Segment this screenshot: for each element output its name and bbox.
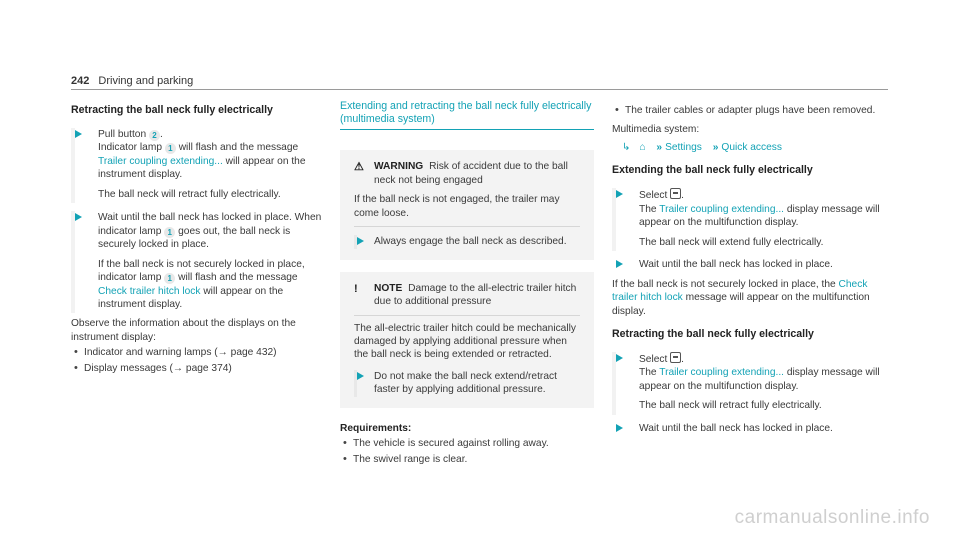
warning-text: Risk of accident due to the ball neck not being engaged [374, 161, 568, 186]
step-arrow-icon [616, 260, 623, 268]
note-step: Do not make the ball neck extend/retract faster by applying additional pressure. [374, 370, 557, 396]
list-item: • The trailer cables or adapter plugs have been removed. [612, 104, 882, 117]
divider [354, 226, 580, 227]
column-right [612, 104, 882, 441]
step-wait-extend [612, 258, 882, 271]
trailer-hitch-icon [670, 352, 681, 363]
step-result: The ball neck will retract fully electrically. [639, 400, 822, 412]
warning-label: WARNING [374, 161, 424, 173]
chevron-right-icon: » [656, 141, 663, 153]
menu-path [612, 141, 882, 154]
retract-heading: Retracting the ball neck fully electrically [71, 104, 273, 116]
note-text: Damage to the all-electric trailer hitch due to additional pressure [374, 282, 577, 308]
warning-box [340, 150, 594, 259]
home-icon: ⌂ [639, 141, 646, 153]
step-bar [71, 128, 75, 203]
column-middle [340, 100, 594, 466]
step-bar [71, 211, 75, 313]
step-text: Wait until the ball neck has locked in place. [639, 259, 833, 271]
step-result: The ball neck will extend fully electrically. [639, 236, 824, 248]
warning-triangle-icon: ⚠ [354, 161, 364, 174]
note-box [340, 272, 594, 408]
warning-step: Always engage the ball neck as described. [374, 236, 567, 248]
callout-1-icon: 1 [164, 273, 175, 284]
step-text: display message will appear on the multifunction display. [639, 203, 880, 229]
step-select-extend: Select . The Trailer coupling extending... display message will appear on the multifunction display. The ball neck will extend fully electrically. [612, 188, 882, 249]
watermark: carmanualsonline.info [734, 507, 930, 528]
display-message: Trailer coupling extending... [659, 203, 784, 215]
step-arrow-icon [616, 190, 623, 198]
warning-body: If the ball neck is not engaged, the trailer may come loose. [354, 194, 560, 219]
display-message: Trailer coupling extending... [98, 155, 223, 167]
callout-2-icon: 2 [149, 130, 160, 141]
step-select-retract: Select . The Trailer coupling extending... display message will appear on the multifunction display. The ball neck will retract fully electrically. [612, 352, 882, 413]
reference-list [71, 346, 323, 375]
requirements-list [340, 437, 594, 466]
step-text: will appear on the instrument display. [98, 155, 306, 181]
info-text: message will appear on the multifunction display. [612, 292, 870, 317]
step-arrow-icon [357, 237, 364, 245]
step-result: The ball neck will retract fully electrically. [98, 188, 281, 200]
requirements-list-cont [612, 104, 882, 117]
step-text: will flash and the message [178, 142, 299, 154]
enter-arrow-icon: ↳ [622, 141, 631, 153]
chevron-right-icon: » [712, 141, 719, 153]
path-settings: Settings [665, 141, 702, 153]
retract-heading: Retracting the ball neck fully electrically [612, 327, 814, 340]
callout-1-icon: 1 [164, 227, 175, 238]
step-wait-retract [612, 422, 882, 435]
step-text: The [639, 203, 657, 215]
step-text: The [639, 367, 657, 379]
display-message: Trailer coupling extending... [659, 367, 784, 379]
callout-1-icon: 1 [165, 143, 176, 154]
display-message: Check trailer hitch lock [98, 285, 201, 297]
column-left [71, 104, 323, 375]
observe-text: Observe the information about the displays on the instrument display: [71, 318, 296, 343]
trailer-hitch-icon [670, 188, 681, 199]
extend-heading: Extending the ball neck fully electrically [612, 164, 813, 177]
step-text: Wait until the ball neck has locked in place. When indicator lamp [98, 212, 322, 237]
section-title: Driving and parking [98, 75, 194, 87]
requirements-label: Requirements: [340, 422, 412, 434]
step-arrow-icon [616, 424, 623, 432]
page-number: 242 [71, 75, 90, 87]
list-item: • The vehicle is secured against rolling away. [340, 437, 594, 450]
exclamation-icon: ! [354, 282, 358, 295]
step-text: will flash and the message [178, 272, 298, 284]
header-divider [71, 89, 888, 90]
list-item: • Indicator and warning lamps (→ page 432) [71, 346, 323, 359]
step-text: If the ball neck is not securely locked in place, indicator lamp [98, 258, 305, 284]
list-item: • Display messages (→ page 374) [71, 362, 323, 375]
step-text: goes out, the ball neck is securely locked in place. [98, 225, 291, 251]
step-arrow-icon [75, 130, 82, 138]
step-text: Indicator lamp [98, 142, 162, 154]
divider [354, 315, 580, 316]
display-message: Check trailer hitch lock [612, 278, 868, 304]
section-heading: Extending and retracting the ball neck fully electrically (multimedia system) [340, 100, 594, 130]
step-text: . [160, 128, 163, 140]
step-text: Select [639, 353, 668, 365]
step-arrow-icon [75, 213, 82, 221]
path-quick-access: Quick access [721, 141, 782, 153]
info-text: If the ball neck is not securely locked in place, the [612, 278, 836, 290]
step-text: display message will appear on the multifunction display. [639, 367, 880, 392]
step-wait-locked [71, 211, 323, 311]
step-arrow-icon [616, 354, 623, 362]
step-text: Pull button [98, 128, 147, 140]
note-label: NOTE [374, 282, 403, 294]
step-pull-button [71, 128, 323, 201]
step-arrow-icon [357, 372, 364, 380]
multimedia-label: Multimedia system: [612, 124, 700, 136]
step-text: Wait until the ball neck has locked in place. [639, 422, 833, 434]
list-item: • The swivel range is clear. [340, 453, 594, 466]
step-text: Select [639, 190, 668, 202]
page-header [71, 74, 193, 89]
note-body: The all-electric trailer hitch could be mechanically damaged by applying additional pressure when the ball neck is being extended or retracted. [354, 322, 576, 361]
step-text: will appear on the instrument display. [98, 285, 284, 310]
